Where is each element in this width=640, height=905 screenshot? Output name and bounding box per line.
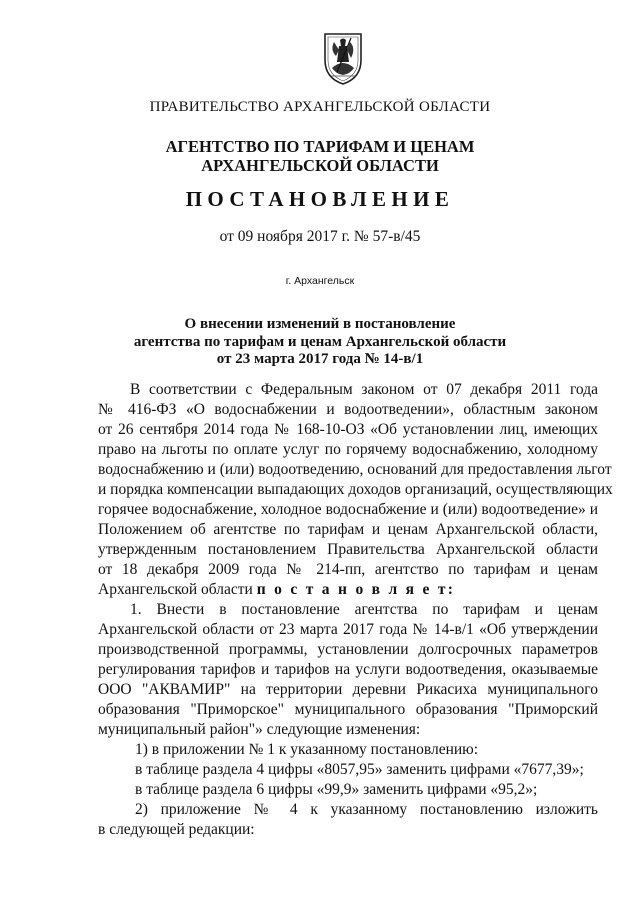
body-line: В соответствии с Федеральным законом от 07 декабря 2011 года (130, 381, 598, 398)
resolves-word: п о с т а н о в л я е т: (256, 581, 456, 598)
body-line: от 18 декабря 2009 года № 214-пп, агентство по тарифам и ценам (98, 561, 598, 578)
body-line: водоснабжению и (или) водоотведению, оснований для предоставления льгот (98, 461, 612, 478)
body-line: 1. Внести в постановление агентства по тарифам и ценам (130, 601, 598, 618)
body-line: право на льготы по оплате услуг по горячему водоснабжению, холодному (98, 441, 598, 458)
decree-title (0, 316, 640, 369)
body-line: регулирования тарифов и тарифов на услуги водоотведения, оказываемые (98, 661, 598, 678)
body-line: 2) приложение № 4 к указанному постановлению изложить (135, 801, 598, 818)
agency-name (0, 137, 640, 175)
body-line: производственной программы, установлении долгосрочных параметров (98, 641, 598, 658)
body-line: № 416-ФЗ «О водоснабжении и водоотведении», областным законом (98, 401, 598, 418)
body-line: Положением об агентстве по тарифам и ценам Архангельской области, (98, 521, 598, 538)
decree-city: г. Архангельск (285, 275, 355, 287)
body-line: от 26 сентября 2014 года № 168-10-ОЗ «Об установлении лиц, имеющих (98, 421, 598, 438)
body-line: в следующей редакции: (98, 821, 255, 838)
body-line: ООО "АКВАМИР" на территории деревни Рикасиха муниципального (98, 681, 598, 698)
decree-title-line3: от 23 марта 2017 года № 14-в/1 (216, 351, 424, 367)
body-line: горячее водоснабжение, холодное водоснабжение и (или) водоотведение» и (98, 501, 598, 518)
body-line: муниципальный район"» следующие изменения: (98, 721, 421, 738)
decree-title-line2: агентства по тарифам и ценам Архангельской области (133, 333, 507, 350)
agency-name-line1: АГЕНТСТВО ПО ТАРИФАМ И ЦЕНАМ (165, 137, 475, 156)
body-line: Архангельской области от 23 марта 2017 года № 14-в/1 «Об утверждении (98, 621, 598, 638)
body-line: в таблице раздела 4 цифры «8057,95» заменить цифрами «7677,39»; (135, 761, 584, 778)
decree-title-line1: О внесении изменений в постановление (184, 316, 456, 332)
arkhangelsk-coat-of-arms-icon (320, 28, 366, 86)
government-name: ПРАВИТЕЛЬСТВО АРХАНГЕЛЬСКОЙ ОБЛАСТИ (149, 99, 491, 115)
body-line: образования "Приморское" муниципального образования "Приморский (98, 701, 598, 718)
body-line: 1) в приложении № 1 к указанному постановлению: (135, 741, 479, 758)
body-line: в таблице раздела 6 цифры «99,9» заменить цифрами «95,2»; (135, 781, 538, 798)
body-line: и порядка компенсации выпадающих доходов организаций, осуществляющих (98, 481, 613, 498)
document-type-heading: ПОСТАНОВЛЕНИЕ (185, 187, 455, 211)
body-line: утвержденным постановлением Правительства Архангельской области (98, 541, 598, 558)
body-line: Архангельской области (98, 581, 257, 598)
body-line-resolves (98, 581, 598, 599)
agency-name-line2: АРХАНГЕЛЬСКОЙ ОБЛАСТИ (201, 156, 439, 175)
decree-date-number: от 09 ноября 2017 г. № 57-в/45 (219, 228, 421, 245)
